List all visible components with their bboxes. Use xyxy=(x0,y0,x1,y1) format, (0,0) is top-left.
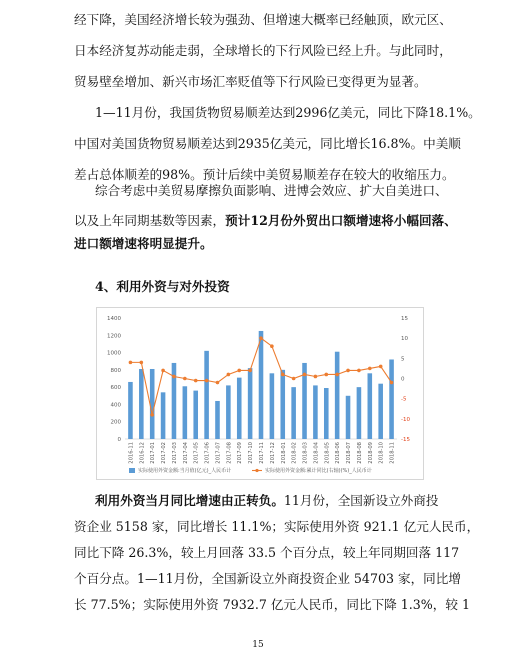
bar xyxy=(215,401,220,439)
x-tick-label: 2017-02 xyxy=(161,442,168,464)
p4-line-1-normal: 11月份，全国新设立外商投 xyxy=(283,493,439,508)
line-point xyxy=(205,379,209,383)
bar xyxy=(259,331,264,439)
x-tick-label: 2017-05 xyxy=(193,442,200,464)
x-tick-label: 2018-06 xyxy=(335,442,342,464)
bar xyxy=(237,378,242,439)
p3-line-2-normal: 以及上年同期基数等因素， xyxy=(74,213,226,228)
p2-line-1: 1—11月份，我国货物贸易顺差达到2996亿美元，同比下降18.1%。 xyxy=(95,105,481,120)
y-right-tick-label: 10 xyxy=(401,336,408,343)
y-right-tick-label: -5 xyxy=(401,396,407,403)
p3-line-2 xyxy=(74,214,457,228)
p4-line-5: 长 77.5%；实际使用外资 7932.7 亿元人民币，同比下降 1.3%，较 1 xyxy=(74,597,470,612)
x-tick-label: 2017-10 xyxy=(248,442,255,464)
bar xyxy=(357,387,362,439)
line-point xyxy=(216,381,220,385)
x-tick-label: 2018-11 xyxy=(389,442,396,464)
line-point xyxy=(248,369,252,373)
line-point xyxy=(172,375,176,379)
bar xyxy=(313,385,318,439)
bar xyxy=(291,387,296,439)
legend-line-label: 实际使用外资金额:累计同比(右轴)(%)_人民币计 xyxy=(265,468,372,474)
bar xyxy=(150,369,155,439)
p4-line-4: 个百分点。1—11月份，全国新设立外商投资企业 54703 家，同比增 xyxy=(74,571,461,586)
p2-line-3: 差占总体顺差的98%。预计后续中美贸易顺差存在较大的收缩压力。 xyxy=(74,167,455,182)
bar xyxy=(226,385,231,439)
bar xyxy=(324,388,329,439)
y-left-tick-label: 0 xyxy=(117,437,121,443)
x-tick-label: 2017-04 xyxy=(182,442,189,464)
y-left-tick-label: 1200 xyxy=(107,333,121,340)
x-tick-label: 2017-12 xyxy=(269,442,276,464)
y-left-tick-label: 1000 xyxy=(107,350,121,357)
x-tick-label: 2016-12 xyxy=(139,442,146,464)
line-point xyxy=(227,373,231,377)
x-tick-label: 2017-08 xyxy=(226,442,233,464)
y-right-tick-label: 15 xyxy=(401,316,408,322)
y-left-tick-label: 1400 xyxy=(107,316,121,322)
bar xyxy=(128,382,133,439)
legend-bar-swatch xyxy=(129,468,135,473)
y-left-tick-label: 200 xyxy=(110,419,121,426)
bar xyxy=(204,351,209,439)
line-point xyxy=(259,336,263,340)
line-point xyxy=(281,373,285,377)
y-right-tick-label: -15 xyxy=(401,437,410,443)
bar xyxy=(389,359,394,439)
x-tick-label: 2018-01 xyxy=(280,442,287,464)
p4-line-2: 资企业 5158 家，同比增长 11.1%；实际使用外资 921.1 亿元人民币， xyxy=(74,519,480,534)
p1-line-3: 贸易壁垒增加、新兴市场汇率贬值等下行风险已变得更为显著。 xyxy=(74,74,427,89)
y-left-tick-label: 800 xyxy=(110,367,121,374)
x-tick-label: 2018-10 xyxy=(378,442,385,464)
y-right-tick-label: 5 xyxy=(401,356,405,363)
bar xyxy=(280,370,285,439)
y-right-tick-label: -10 xyxy=(401,416,410,423)
bar xyxy=(335,352,340,439)
p3-line-3: 进口额增速将明显提升。 xyxy=(74,236,213,251)
fdi-chart xyxy=(96,307,424,480)
x-tick-label: 2018-02 xyxy=(291,442,298,464)
line-point xyxy=(183,377,187,381)
bar xyxy=(248,368,253,439)
bar xyxy=(270,373,275,439)
bar xyxy=(378,384,383,439)
p2-line-2: 中国对美国货物贸易顺差达到2935亿美元，同比增长16.8%。中美顺 xyxy=(74,136,461,151)
legend-bar-label: 实际使用外资金额:当月值(亿元)_人民币计 xyxy=(138,468,232,474)
line-point xyxy=(129,361,133,365)
p3-line-2-bold: 预计12月份外贸出口额增速将小幅回落、 xyxy=(225,213,457,228)
p1-line-1: 经下降，美国经济增长较为强劲、但增速大概率已经触顶，欧元区、 xyxy=(74,12,452,27)
x-tick-label: 2018-04 xyxy=(313,442,320,464)
line-point xyxy=(270,344,274,348)
section-heading: 4、利用外资与对外投资 xyxy=(95,279,230,294)
x-tick-label: 2017-01 xyxy=(150,442,157,464)
x-tick-label: 2016-11 xyxy=(128,442,135,464)
bar xyxy=(193,391,198,439)
fdi-chart-svg xyxy=(97,308,423,479)
line-point xyxy=(357,369,361,373)
x-tick-label: 2018-07 xyxy=(346,442,353,464)
line-point xyxy=(346,369,350,373)
x-tick-label: 2018-09 xyxy=(367,442,374,464)
bar xyxy=(346,396,351,439)
line-point xyxy=(194,379,198,383)
x-tick-label: 2017-11 xyxy=(259,442,265,464)
x-tick-label: 2018-08 xyxy=(356,442,363,464)
y-right-tick-label: 0 xyxy=(401,376,405,383)
line-point xyxy=(150,413,154,417)
x-tick-label: 2017-07 xyxy=(215,442,222,464)
line-point xyxy=(292,377,296,381)
line-point xyxy=(237,369,241,373)
x-tick-label: 2017-03 xyxy=(171,442,178,464)
line-point xyxy=(368,367,372,371)
bar xyxy=(139,369,144,439)
x-tick-label: 2017-09 xyxy=(237,442,244,464)
y-left-tick-label: 600 xyxy=(110,385,121,392)
line-point xyxy=(324,373,328,377)
line-point xyxy=(140,361,144,365)
line-point xyxy=(379,365,383,369)
legend-line-marker xyxy=(255,469,258,472)
bar xyxy=(368,373,373,439)
p4-line-1 xyxy=(95,494,438,508)
p4-line-1-bold: 利用外资当月同比增速由正转负。 xyxy=(95,493,284,508)
line-point xyxy=(161,369,165,373)
bar xyxy=(161,392,166,439)
x-tick-label: 2018-03 xyxy=(302,442,309,464)
line-point xyxy=(303,373,307,377)
page-number: 15 xyxy=(252,640,264,650)
x-tick-label: 2017-06 xyxy=(204,442,211,464)
line-point xyxy=(335,373,339,377)
p3-line-1: 综合考虑中美贸易摩擦负面影响、进博会效应、扩大自美进口、 xyxy=(95,183,448,198)
line-point xyxy=(390,381,394,385)
bar xyxy=(183,386,188,439)
y-left-tick-label: 400 xyxy=(110,402,121,409)
p1-line-2: 日本经济复苏动能走弱，全球增长的下行风险已经上升。与此同时， xyxy=(74,43,452,58)
p4-line-3: 同比下降 26.3%，较上月回落 33.5 个百分点，较上年同期回落 117 xyxy=(74,545,460,560)
bar xyxy=(172,363,177,439)
x-tick-label: 2018-05 xyxy=(324,442,331,464)
line-point xyxy=(314,375,318,379)
